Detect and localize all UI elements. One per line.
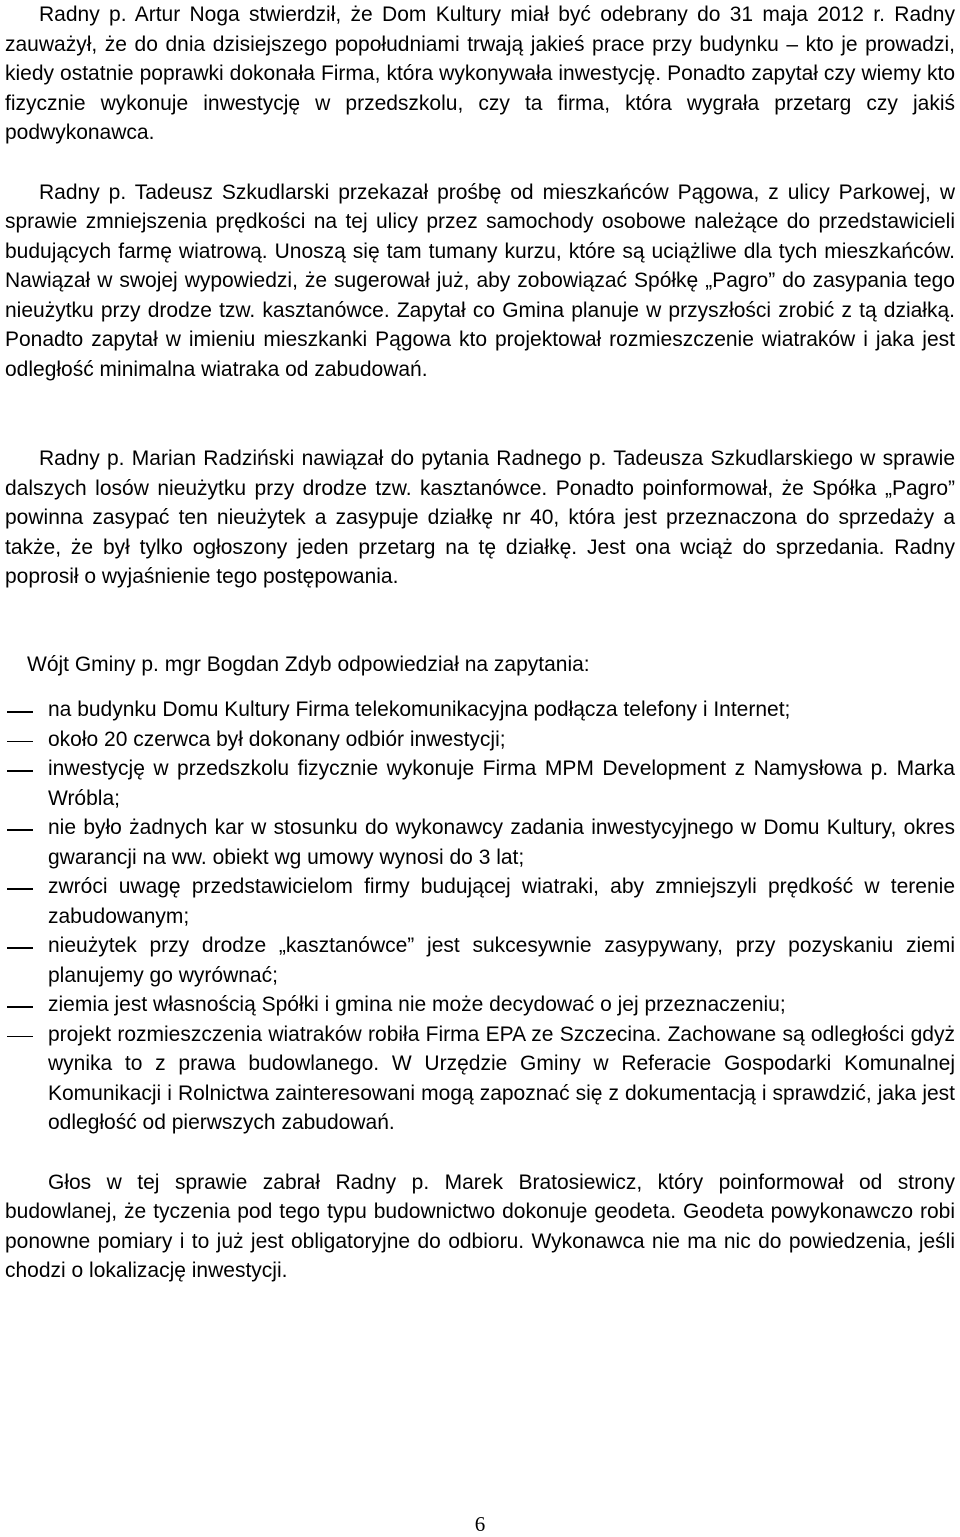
list-item-text: zwróci uwagę przedstawicielom firmy budującej wiatraki, aby zmniejszyli prędkość w terenie zabudowanym; [48, 875, 955, 928]
paragraph-marian-radzinski: Radny p. Marian Radziński nawiązał do pytania Radnego p. Tadeusza Szkudlarskiego w sprawie dalszych losów nieużytku przy drodze tzw. kasztanówce. Ponadto poinformował, że Spółka „Pagro” powinna zasypać ten nieużytek a zasypuje działkę nr 40, która jest przeznaczona do sprzedaży a także, że był tylko ogłoszony jeden przetarg na tę działkę. Jest ona wciąż do sprzedania. Radny poprosił o wyjaśnienie tego postępowania. [5, 447, 955, 588]
list-item [5, 725, 955, 755]
answer-intro: Wójt Gminy p. mgr Bogdan Zdyb odpowiedział na zapytania: [27, 652, 590, 676]
list-item-text: ziemia jest własnością Spółki i gmina nie może decydować o jej przeznaczeniu; [48, 993, 786, 1016]
spacer [5, 384, 955, 444]
document-page [5, 0, 955, 1286]
paragraph-tadeusz-szkudlarski: Radny p. Tadeusz Szkudlarski przekazał prośbę od mieszkańców Pągowa, z ulicy Parkowej, w sprawie zmniejszenia prędkości na tej ulicy przez samochody osobowe należące do przedstawicieli budujących farmę wiatrową. Unoszą się tam tumany kurzu, które są uciążliwe dla tych mieszkańców. Nawiązał w swojej wypowiedzi, że sugerował już, aby zobowiązać Spółkę „Pagro” do zasypania tego nieużytku przy drodze tzw. kasztanówce. Zapytał co Gmina planuje w przyszłości zrobić z tą działką. Ponadto zapytał w imieniu mieszkanki Pągowa kto projektował rozmieszczenie wiatraków i jaka jest odległość minimalna wiatraka od zabudowań. [5, 180, 955, 381]
list-item [5, 695, 955, 725]
list-item-text: około 20 czerwca był dokonany odbiór inwestycji; [48, 727, 506, 751]
page-number: 6 [474, 1512, 486, 1536]
spacer [5, 148, 955, 178]
list-item-text: projekt rozmieszczenia wiatraków robiła Firma EPA ze Szczecina. Zachowane są odległości gdyż wynika to z prawa budowlanego. W Urzędzie Gminy w Referacie Gospodarki Komunalnej Komunikacji i Rolnictwa zainteresowani mogą zapoznać się z dokumentacją i sprawdzić, jaka jest odległość od pierwszych zabudowań. [48, 1022, 955, 1134]
spacer [5, 1138, 955, 1168]
list-item-text: nie było żadnych kar w stosunku do wykonawcy zadania inwestycyjnego w Domu Kultury, okres gwarancji na ww. obiekt wg umowy wynosi do 3 lat; [48, 816, 955, 869]
spacer [5, 592, 955, 650]
list-item-text: na budynku Domu Kultury Firma telekomunikacyjna podłącza telefony i Internet; [48, 698, 791, 721]
list-item [5, 754, 955, 813]
list-item [5, 931, 955, 990]
answers-list [5, 695, 955, 1138]
list-item [5, 1020, 955, 1138]
paragraph-artur-noga: Radny p. Artur Noga stwierdził, że Dom Kultury miał być odebrany do 31 maja 2012 r. Radny zauważył, że do dnia dzisiejszego popołudniami trwają jakieś prace przy budynku – kto je prowadzi, kiedy ostatnie poprawki dokonała Firma, która wykonywała inwestycję. Ponadto zapytał czy wiemy kto fizycznie wykonuje inwestycję w przedszkolu, czy ta firma, która wygrała przetarg czy jakiś podwykonawca. [5, 3, 955, 144]
list-item [5, 872, 955, 931]
list-item-text: inwestycję w przedszkolu fizycznie wykonuje Firma MPM Development z Namysłowa p. Marka Wróbla; [48, 757, 955, 810]
list-item-text: nieużytek przy drodze „kasztanówce” jest sukcesywnie zasypywany, przy pozyskaniu ziemi planujemy go wyrównać; [48, 934, 955, 987]
paragraph-marek-bratosiewicz: Głos w tej sprawie zabrał Radny p. Marek Bratosiewicz, który poinformował od strony budowlanej, że tyczenia pod tego typu budownictwo dokonuje geodeta. Geodeta powykonawczo robi ponowne pomiary i to już jest obligatoryjne do odbioru. Wykonawca nie ma nic do powiedzenia, jeśli chodzi o lokalizację inwestycji. [5, 1170, 955, 1282]
list-item [5, 813, 955, 872]
list-item [5, 990, 955, 1020]
